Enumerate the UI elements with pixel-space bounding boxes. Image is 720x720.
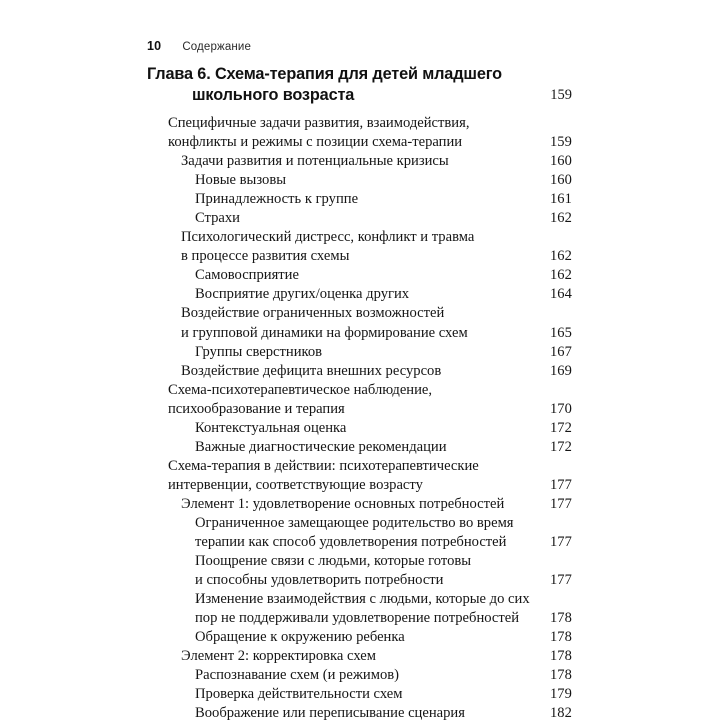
chapter-title-block: [147, 64, 572, 106]
toc-entry[interactable]: [147, 647, 572, 666]
toc-entry-label: Новые вызовы: [195, 172, 287, 189]
toc-entry-label: Самовосприятие: [195, 267, 299, 284]
toc-entry[interactable]: [147, 362, 572, 381]
toc-entry-label: пор не поддерживали удовлетворение потребностей: [195, 610, 520, 627]
toc-entry-page-number: 179: [549, 686, 572, 703]
chapter-title-text-2: школьного возраста: [192, 86, 355, 104]
toc-entry[interactable]: [147, 133, 572, 152]
toc-entry[interactable]: [147, 343, 572, 362]
toc-entry[interactable]: [147, 704, 572, 720]
toc-entry-page-number: 162: [549, 248, 572, 265]
toc-entry[interactable]: [147, 114, 572, 133]
toc-entry-page-number: 177: [549, 534, 572, 551]
toc-entry[interactable]: [147, 457, 572, 476]
toc-entry-page-number: 182: [549, 705, 572, 720]
toc-entry-label: Обращение к окружению ребенка: [195, 629, 405, 646]
toc-entry[interactable]: [147, 476, 572, 495]
toc-entry-label: Проверка действительности схем: [195, 686, 403, 703]
toc-entry-page-number: 177: [549, 572, 572, 589]
toc-entry[interactable]: [147, 247, 572, 266]
toc-entry[interactable]: [147, 381, 572, 400]
toc-entry-list: [147, 114, 572, 720]
toc-entry-page-number: 167: [549, 343, 572, 360]
toc-entry[interactable]: [147, 552, 572, 571]
toc-entry[interactable]: [147, 514, 572, 533]
toc-entry[interactable]: [147, 304, 572, 323]
toc-entry[interactable]: [147, 590, 572, 609]
toc-entry-page-number: 159: [549, 134, 572, 151]
toc-entry-page-number: 178: [549, 648, 572, 665]
toc-entry-label: Принадлежность к группе: [195, 191, 359, 208]
toc-entry-page-number: 172: [549, 419, 572, 436]
toc-entry-label: Схема-психотерапевтическое наблюдение,: [168, 381, 433, 398]
toc-entry-label: Восприятие других/оценка других: [195, 286, 410, 303]
toc-entry-label: терапии как способ удовлетворения потребностей: [195, 534, 507, 551]
toc-entry-label: Элемент 2: корректировка схем: [181, 648, 376, 665]
toc-entry-label: и групповой динамики на формирование схем: [181, 324, 468, 341]
toc-entry-label: Контекстуальная оценка: [195, 419, 347, 436]
toc-entry[interactable]: [147, 495, 572, 514]
toc-entry-label: в процессе развития схемы: [181, 248, 350, 265]
toc-entry-label: Важные диагностические рекомендации: [195, 438, 447, 455]
toc-entry-page-number: 177: [549, 476, 572, 493]
page-folio: 10: [147, 39, 162, 53]
toc-entry-label: и способны удовлетворить потребности: [195, 572, 444, 589]
running-head: [147, 39, 251, 53]
toc-entry-page-number: 178: [549, 629, 572, 646]
toc-entry-page-number: 169: [549, 362, 572, 379]
chapter-page-number: 159: [550, 87, 572, 103]
toc-entry-page-number: 178: [549, 610, 572, 627]
toc-entry-page-number: 178: [549, 667, 572, 684]
toc-entry-page-number: 160: [549, 153, 572, 170]
toc-entry[interactable]: [147, 571, 572, 590]
toc-entry[interactable]: [147, 400, 572, 419]
toc-entry[interactable]: [147, 419, 572, 438]
running-head-title: Содержание: [182, 41, 252, 53]
toc-entry-label: Поощрение связи с людьми, которые готовы: [195, 553, 472, 570]
toc-entry[interactable]: [147, 228, 572, 247]
toc-entry[interactable]: [147, 628, 572, 647]
toc-entry-page-number: 177: [549, 495, 572, 512]
chapter-title-line-2: [147, 85, 572, 106]
toc-entry[interactable]: [147, 266, 572, 285]
toc-entry-label: психообразование и терапия: [168, 400, 345, 417]
toc-entry-label: Ограниченное замещающее родительство во время: [195, 514, 514, 531]
toc-entry-page-number: 162: [549, 210, 572, 227]
toc-entry-label: Элемент 1: удовлетворение основных потребностей: [181, 495, 505, 512]
toc-entry[interactable]: [147, 171, 572, 190]
toc-entry-label: Изменение взаимодействия с людьми, которые до сих: [195, 591, 530, 608]
toc-entry-page-number: 161: [549, 191, 572, 208]
toc-entry-label: интервенции, соответствующие возрасту: [168, 476, 423, 493]
toc-entry-label: Страхи: [195, 210, 240, 227]
toc-entry[interactable]: [147, 666, 572, 685]
toc-entry-label: Распознавание схем (и режимов): [195, 667, 399, 684]
toc-entry-label: Задачи развития и потенциальные кризисы: [181, 153, 449, 170]
toc-entry[interactable]: [147, 152, 572, 171]
toc-entry-label: Группы сверстников: [195, 343, 323, 360]
toc-entry-label: Воображение или переписывание сценария: [195, 705, 465, 720]
toc-entry[interactable]: [147, 285, 572, 304]
toc-entry-page-number: 172: [549, 438, 572, 455]
toc-entry-label: Психологический дистресс, конфликт и травма: [181, 229, 475, 246]
toc-entry-page-number: 170: [549, 400, 572, 417]
chapter-title-text-1: Глава 6. Схема-терапия для детей младшего: [147, 65, 502, 83]
toc-entry[interactable]: [147, 685, 572, 704]
toc-entry[interactable]: [147, 533, 572, 552]
toc-entry-label: Воздействие ограниченных возможностей: [181, 305, 445, 322]
toc-entry[interactable]: [147, 209, 572, 228]
toc-entry[interactable]: [147, 609, 572, 628]
toc-entry-label: Воздействие дефицита внешних ресурсов: [181, 362, 442, 379]
toc-entry-label: Специфичные задачи развития, взаимодействия,: [168, 115, 470, 131]
toc-entry-page-number: 164: [549, 286, 572, 303]
toc-entry-label: конфликты и режимы с позиции схема-терапии: [168, 134, 463, 151]
chapter-title-line-1: [147, 64, 572, 85]
toc-entry[interactable]: [147, 438, 572, 457]
toc-entry-label: Схема-терапия в действии: психотерапевтические: [168, 457, 479, 474]
toc-entry-page-number: 165: [549, 324, 572, 341]
toc-entry[interactable]: [147, 324, 572, 343]
toc-entry-page-number: 160: [549, 172, 572, 189]
toc-entry[interactable]: [147, 190, 572, 209]
toc-entry-page-number: 162: [549, 267, 572, 284]
